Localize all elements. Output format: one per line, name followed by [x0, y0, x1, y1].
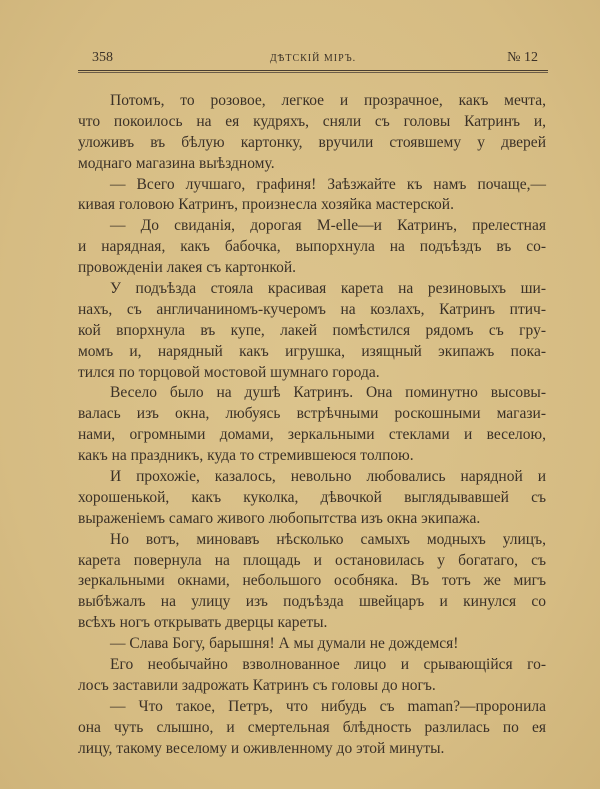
text-line: Но вотъ, миновавъ нѣсколько самыхъ модныхъ улицъ, [110, 530, 546, 548]
paragraph [78, 697, 546, 760]
text-line: выбѣжалъ на улицу изъ подъѣзда швейцаръ и кинулся со [78, 593, 546, 611]
paragraph [78, 175, 546, 217]
text-line: тился по торцовой мостовой шумнаго города. [78, 363, 380, 381]
text-line: и нарядная, какъ бабочка, выпорхнула на подъѣздъ въ со- [78, 238, 546, 256]
paragraph [78, 530, 546, 634]
paragraph [78, 634, 546, 655]
text-line: Его необычайно взволнованное лицо и срывающійся го- [110, 656, 546, 674]
text-line: уложивъ въ бѣлую картонку, вручили стоявшему у дверей [78, 133, 546, 151]
text-line: что покоилось на ея кудряхъ, сняли съ головы Катринъ и, [78, 112, 546, 130]
paragraph [78, 216, 546, 279]
text-line: Весело было на душѣ Катринъ. Она поминутно высовы- [110, 384, 546, 402]
paragraph [78, 655, 546, 697]
body-text [78, 91, 546, 760]
text-line: — До свиданія, дорогая M-elle—и Катринъ, прелестная [110, 217, 546, 235]
paragraph [78, 91, 546, 175]
text-line: хорошенькой, какъ куколка, дѣвочкой выглядывавшей съ [78, 488, 546, 506]
text-line: карета повернула на площадь и остановилась у богатаго, съ [78, 551, 546, 569]
text-line: — Что такое, Петръ, что нибудь съ maman?—проронила [110, 697, 546, 715]
issue-number: № 12 [507, 50, 538, 65]
text-line: она чуть слышно, и смертельная блѣдность разлилась по ея [78, 718, 546, 736]
header-rule [78, 70, 548, 73]
text-line: зеркальными окнами, небольшого особняка. Въ тотъ же мигъ [78, 572, 546, 590]
journal-title: ДѢТСКІЙ МІРЪ. [269, 53, 357, 64]
text-line: — Всего лучшаго, графиня! Заѣзжайте къ намъ почаще,— [110, 175, 546, 193]
paragraph [78, 383, 546, 467]
text-line: кивая головою Катринъ, произнесла хозяйка мастерской. [78, 196, 454, 214]
text-line: И прохожіе, казалось, невольно любовались нарядной и [110, 468, 546, 486]
text-line: — Слава Богу, барышня! А мы думали не дождемся! [110, 635, 459, 653]
text-line: моднаго магазина выѣздному. [78, 154, 275, 172]
text-line: провожденіи лакея съ картонкой. [78, 259, 297, 277]
paragraph [78, 279, 546, 383]
text-line: лицу, такому веселому и оживленному до этой минуты. [78, 739, 445, 757]
text-line: Потомъ, то розовое, легкое и прозрачное, какъ мечта, [110, 92, 546, 109]
paragraph [78, 467, 546, 530]
text-line: лосъ заставили задрожать Катринъ съ головы до ногъ. [78, 676, 436, 694]
text-line: кой впорхнула въ купе, лакей помѣстился рядомъ съ гру- [78, 321, 546, 339]
running-header [78, 50, 548, 70]
text-line: нами, огромными домами, зеркальными стеклами и веселою, [78, 426, 546, 444]
page-number: 358 [92, 50, 113, 65]
text-line: всѣхъ ногъ открывать дверцы кареты. [78, 614, 328, 632]
text-line: валась изъ окна, любуясь встрѣчными роскошными магази- [78, 405, 546, 423]
text-line: момъ и, нарядный какъ игрушка, изящный экипажъ пока- [78, 342, 546, 360]
text-line: У подъѣзда стояла красивая карета на резиновыхъ ши- [110, 280, 546, 298]
text-line: какъ на праздникъ, куда то стремившеюся толпою. [78, 447, 414, 465]
text-line: выраженіемъ самаго живого любопытства изъ окна экипажа. [78, 509, 481, 527]
text-line: нахъ, съ англичаниномъ-кучеромъ на козлахъ, Катринъ птич- [78, 300, 546, 318]
